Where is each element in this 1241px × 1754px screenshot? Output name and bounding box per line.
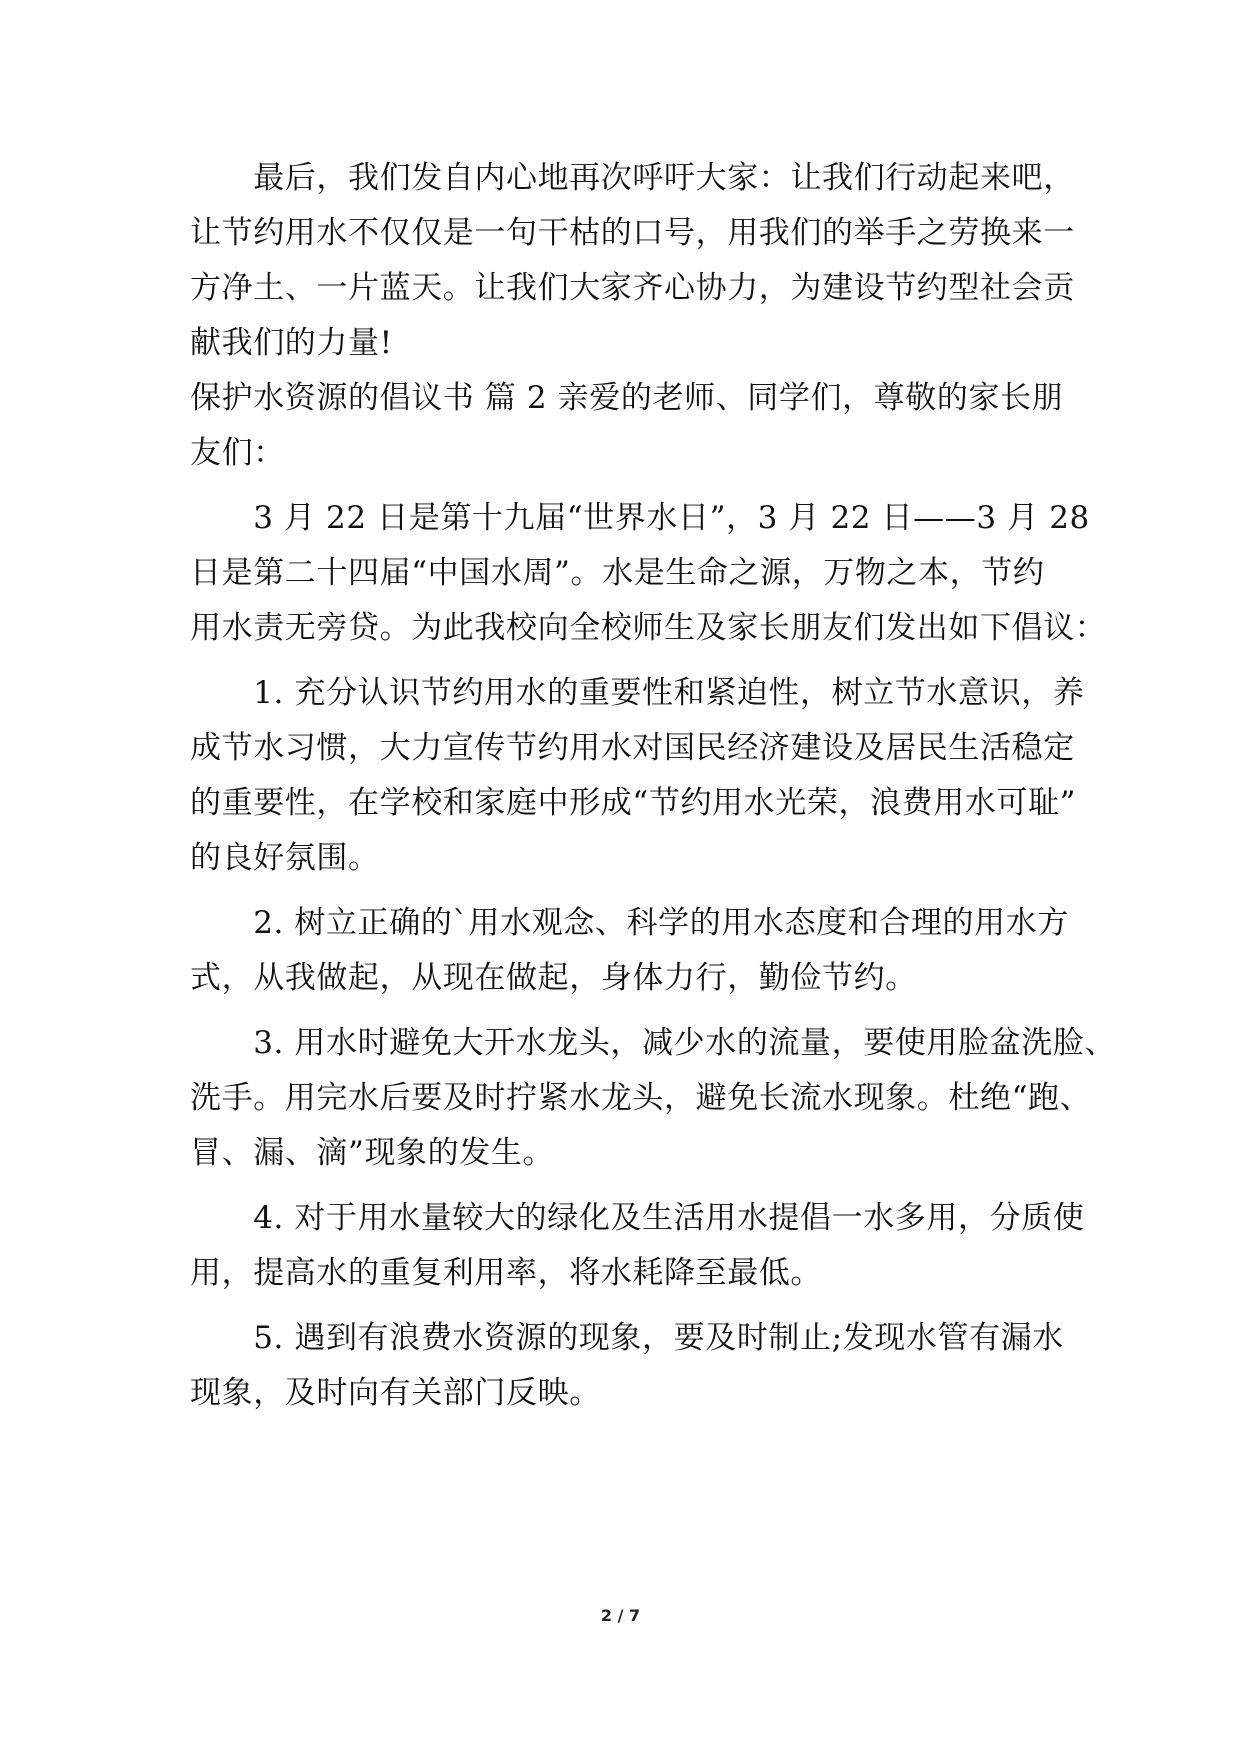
text-line: 日是第二十四届“中国水周”。水是生命之源，万物之本，节约 <box>190 555 1045 591</box>
text-line: 用水责无旁贷。为此我校向全校师生及家长朋友们发出如下倡议： <box>190 610 1107 646</box>
text-line: 现象，及时向有关部门反映。 <box>190 1375 601 1411</box>
text-line: 3 月 22 日是第十九届“世界水日”，3 月 22 日——3 月 28 <box>190 500 1090 536</box>
text-line: 洗手。用完水后要及时拧紧水龙头，避免长流水现象。杜绝“跑、 <box>190 1080 1092 1116</box>
text-line: 冒、漏、滴”现象的发生。 <box>190 1135 555 1171</box>
text-line: 成节水习惯，大力宣传节约用水对国民经济建设及居民生活稳定 <box>190 730 1075 766</box>
text-line: 献我们的力量! <box>190 325 393 361</box>
text-line: 5. 遇到有浪费水资源的现象，要及时制止;发现水管有漏水 <box>190 1320 1064 1356</box>
page-number: 2 / 7 <box>600 1606 641 1625</box>
text-line: 的重要性，在学校和家庭中形成“节约用水光荣，浪费用水可耻” <box>190 785 1077 821</box>
text-line: 4. 对于用水量较大的绿化及生活用水提倡一水多用，分质使 <box>190 1200 1085 1236</box>
text-line: 方净土、一片蓝天。让我们大家齐心协力，为建设节约型社会贡 <box>190 270 1075 306</box>
text-line: 友们： <box>190 435 285 471</box>
text-line: 式，从我做起，从现在做起，身体力行，勤俭节约。 <box>190 960 917 996</box>
text-line: 保护水资源的倡议书 篇 2 亲爱的老师、同学们，尊敬的家长朋 <box>190 380 1064 416</box>
text-line: 3. 用水时避免大开水龙头，减少水的流量，要使用脸盆洗脸、 <box>190 1025 1117 1061</box>
text-line: 2. 树立正确的`用水观念、科学的用水态度和合理的用水方 <box>190 905 1069 941</box>
text-line: 用，提高水的重复利用率，将水耗降至最低。 <box>190 1255 822 1291</box>
text-line: 让节约用水不仅仅是一句干枯的口号，用我们的举手之劳换来一 <box>190 215 1075 251</box>
text-line: 最后，我们发自内心地再次呼吁大家：让我们行动起来吧， <box>190 160 1075 196</box>
text-line: 1. 充分认识节约用水的重要性和紧迫性，树立节水意识，养 <box>190 675 1085 711</box>
text-line: 的良好氛围。 <box>190 840 380 876</box>
